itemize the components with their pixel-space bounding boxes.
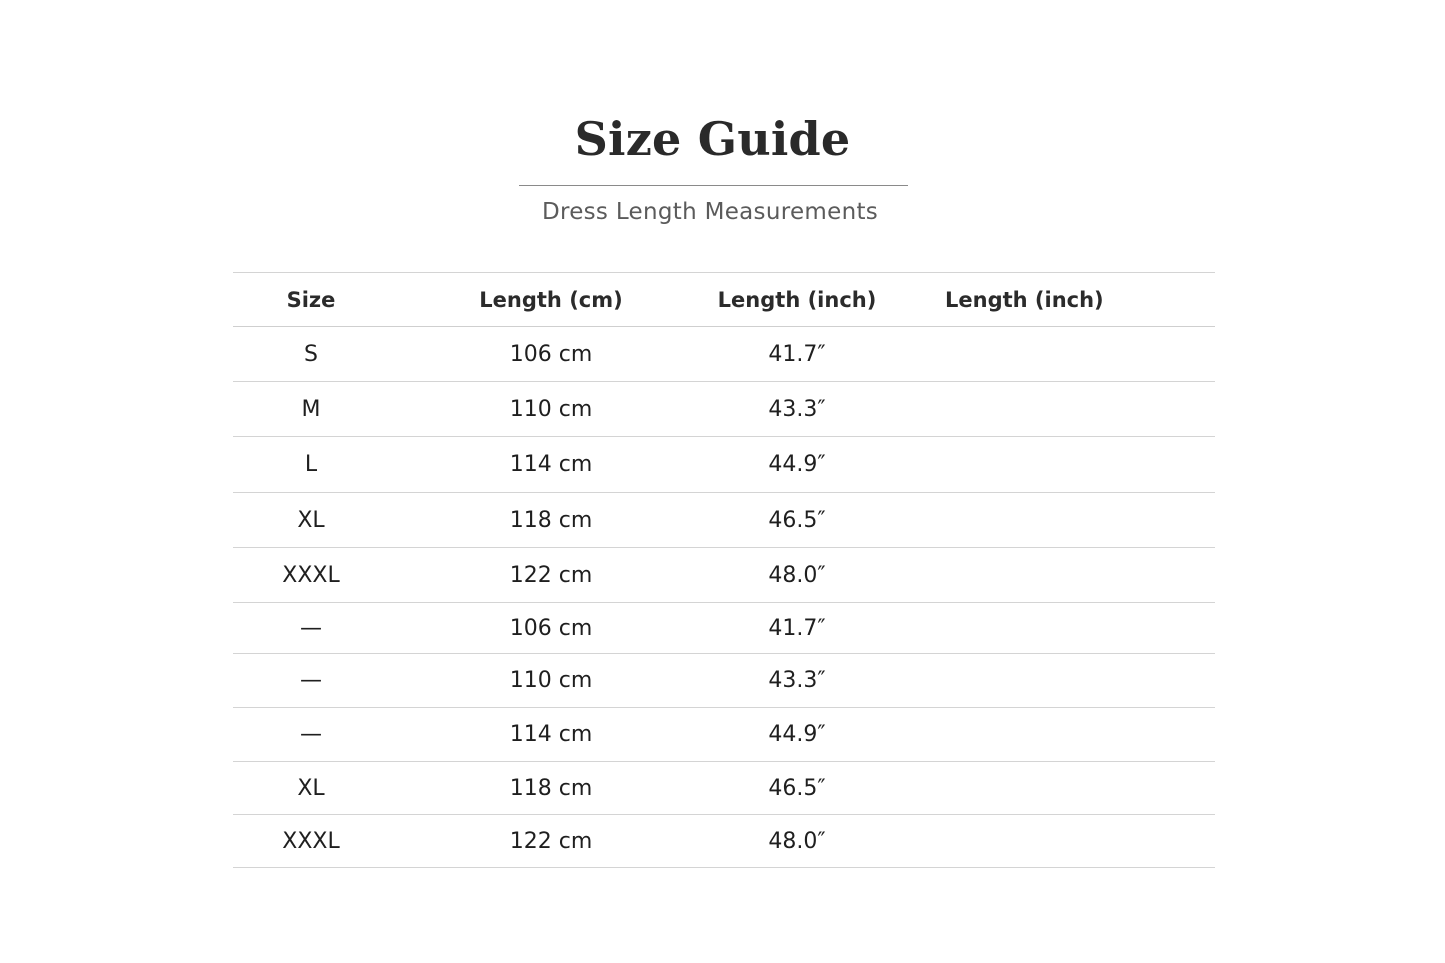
length-cm-cell: 118 cm [389, 762, 713, 815]
length-cm-cell: 110 cm [389, 654, 713, 708]
extra-cell [881, 654, 1215, 708]
length-inch-cell: 41.7″ [713, 327, 881, 382]
length-inch-cell: 46.5″ [713, 493, 881, 548]
title-divider [519, 185, 908, 186]
length-cm-cell: 114 cm [389, 708, 713, 762]
table-body [233, 327, 1215, 868]
length-inch-cell: 41.7″ [713, 603, 881, 654]
length-inch-cell: 48.0″ [713, 548, 881, 603]
table-row [233, 708, 1215, 762]
size-cell: M [233, 382, 389, 437]
extra-cell [881, 548, 1215, 603]
page-title: Size Guide [574, 112, 851, 166]
size-cell: XL [233, 493, 389, 548]
size-cell: XXXL [233, 548, 389, 603]
size-table-container [233, 272, 1215, 868]
length-cm-cell: 118 cm [389, 493, 713, 548]
length-inch-cell: 44.9″ [713, 708, 881, 762]
length-cm-cell: 110 cm [389, 382, 713, 437]
table-row [233, 327, 1215, 382]
length-cm-cell: 122 cm [389, 548, 713, 603]
column-header-length-cm: Length (cm) [389, 273, 713, 327]
extra-cell [881, 762, 1215, 815]
table-row [233, 654, 1215, 708]
extra-cell [881, 708, 1215, 762]
page-subtitle: Dress Length Measurements [541, 199, 879, 225]
extra-cell [881, 603, 1215, 654]
table-header [233, 273, 1215, 327]
table-row [233, 548, 1215, 603]
table-row [233, 603, 1215, 654]
length-inch-cell: 48.0″ [713, 815, 881, 868]
table-row [233, 815, 1215, 868]
length-cm-cell: 114 cm [389, 437, 713, 493]
length-cm-cell: 106 cm [389, 327, 713, 382]
length-cm-cell: 106 cm [389, 603, 713, 654]
extra-cell [881, 327, 1215, 382]
extra-cell [881, 815, 1215, 868]
size-cell: — [233, 708, 389, 762]
column-header-size: Size [233, 273, 389, 327]
column-header-length-inch-2: Length (inch) [881, 273, 1215, 327]
size-cell: XXXL [233, 815, 389, 868]
length-inch-cell: 44.9″ [713, 437, 881, 493]
length-inch-cell: 43.3″ [713, 382, 881, 437]
extra-cell [881, 493, 1215, 548]
size-cell: L [233, 437, 389, 493]
table-row [233, 437, 1215, 493]
length-inch-cell: 43.3″ [713, 654, 881, 708]
length-inch-cell: 46.5″ [713, 762, 881, 815]
extra-cell [881, 437, 1215, 493]
table-row [233, 493, 1215, 548]
extra-cell [881, 382, 1215, 437]
size-cell: XL [233, 762, 389, 815]
table-row [233, 382, 1215, 437]
size-cell: — [233, 654, 389, 708]
size-table [233, 272, 1215, 868]
header-row [233, 273, 1215, 327]
size-cell: — [233, 603, 389, 654]
size-cell: S [233, 327, 389, 382]
length-cm-cell: 122 cm [389, 815, 713, 868]
table-row [233, 762, 1215, 815]
column-header-length-inch: Length (inch) [713, 273, 881, 327]
